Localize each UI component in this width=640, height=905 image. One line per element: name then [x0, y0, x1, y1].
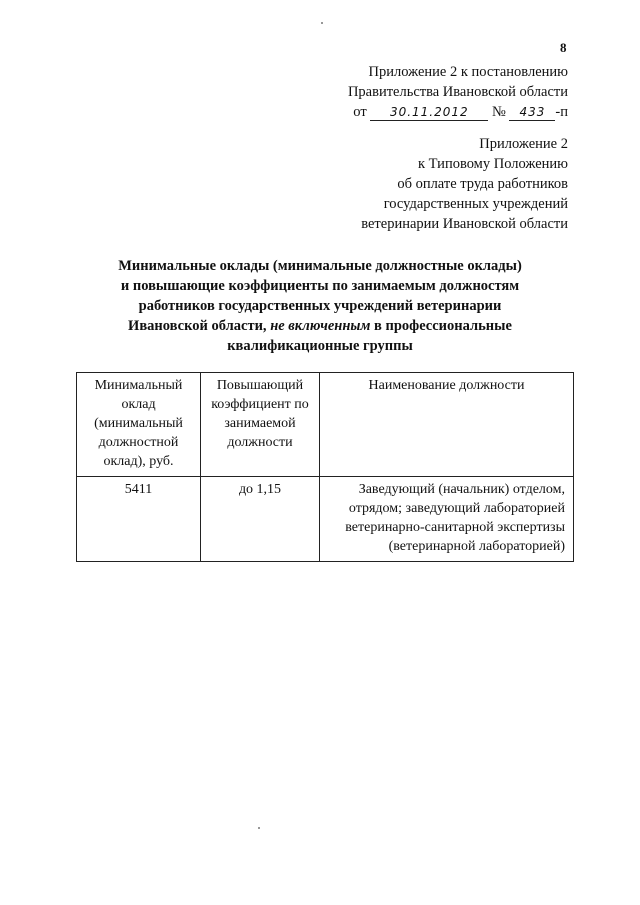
number-suffix: -п [555, 104, 568, 120]
annex-sub-line: государственных учреждений [383, 196, 568, 212]
title-line: и повышающие коэффициенты по занимаемым должностям [120, 278, 520, 294]
scan-speck [321, 22, 323, 24]
title-line: Минимальные оклады (минимальные должностные оклады) [118, 258, 522, 274]
annex-sub-line: Приложение 2 [479, 136, 568, 152]
title-line: квалификационные группы [227, 338, 413, 354]
document-title [80, 256, 560, 356]
annex-sub-line: к Типовому Положению [418, 156, 568, 172]
title-text: Ивановской области, [128, 318, 271, 334]
table-header-row [77, 373, 574, 477]
decree-date-number-line [268, 102, 568, 122]
annex-line-2: Правительства Ивановской области [347, 84, 568, 100]
number-label: № [491, 104, 506, 120]
title-line: работников государственных учреждений ветеринарии [138, 298, 502, 314]
title-line [80, 316, 560, 336]
header-coefficient: Повышающий коэффициент по занимаемой должности [201, 373, 320, 477]
scan-speck [258, 827, 260, 829]
handwritten-number: 433 [509, 105, 555, 121]
cell-salary: 5411 [77, 477, 201, 562]
salary-table [76, 372, 574, 562]
cell-coefficient: до 1,15 [201, 477, 320, 562]
handwritten-date: 30.11.2012 [370, 105, 488, 121]
annex-sub-line: об оплате труда работников [397, 176, 568, 192]
annex-sub-line: ветеринарии Ивановской области [361, 216, 568, 232]
regulation-annex-header [238, 134, 568, 234]
from-label: от [353, 104, 367, 120]
page-number: 8 [560, 40, 567, 55]
title-italic-text: не включенным [270, 318, 371, 334]
annex-line-1: Приложение 2 к постановлению [368, 64, 568, 80]
cell-position: Заведующий (начальник) отделом, отрядом; заведующий лабораторией ветеринарно-санитарной экспертизы (ветеринарной лабораторией) [320, 477, 574, 562]
table-row [77, 477, 574, 562]
decree-annex-header [268, 62, 568, 122]
header-min-salary: Минимальный оклад (минимальный должностной оклад), руб. [77, 373, 201, 477]
header-position-name: Наименование должности [320, 373, 574, 477]
title-text: в профессиональные [370, 318, 512, 334]
